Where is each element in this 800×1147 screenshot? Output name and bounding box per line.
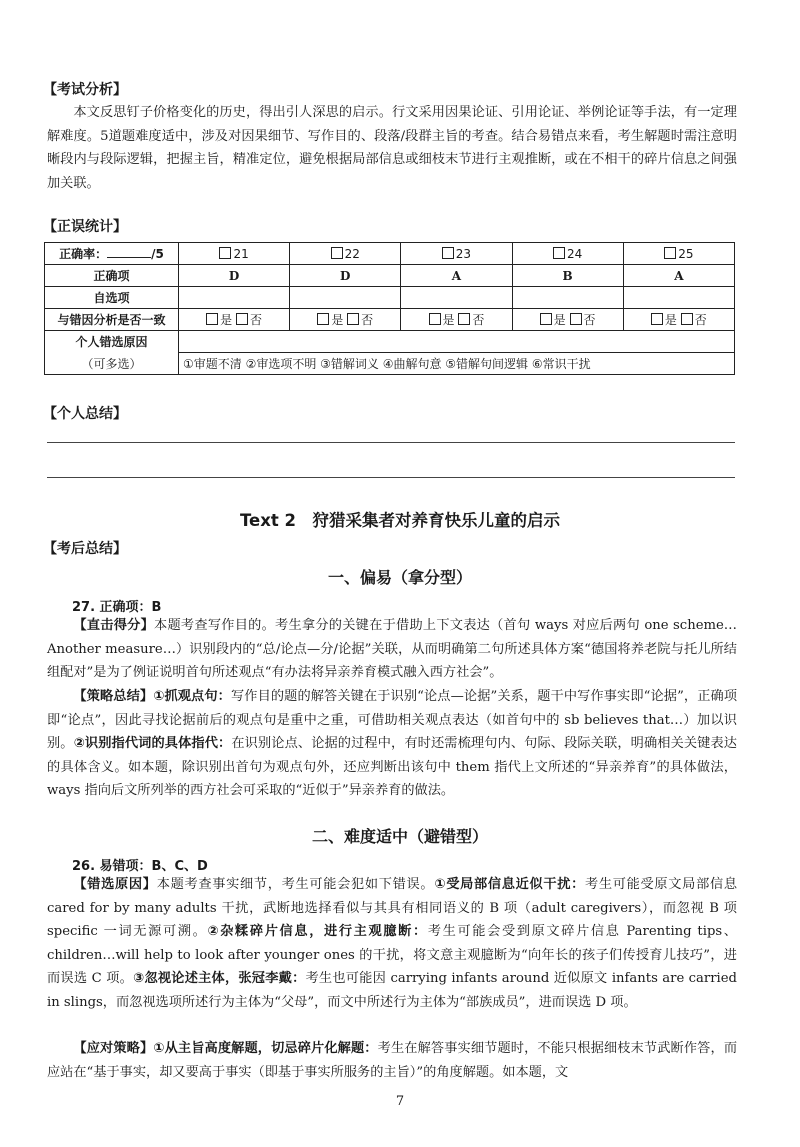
question-checkbox[interactable]: [442, 247, 454, 259]
summary-line[interactable]: [47, 442, 735, 443]
page-number: 7: [395, 1094, 405, 1109]
reason-point-2: ②杂糅碎片信息，进行主观臆断：: [207, 924, 428, 939]
reason-point-3: ③忽视论述主体，张冠李戴：: [133, 971, 306, 986]
correct-label: 正确项: [45, 265, 179, 287]
no-checkbox[interactable]: [458, 313, 470, 325]
stats-table: [44, 242, 735, 375]
yes-checkbox[interactable]: [429, 313, 441, 325]
question-number: 21: [233, 246, 249, 261]
table-row: [45, 309, 735, 331]
yes-label: 是: [664, 313, 677, 327]
q27-line: 27. 正确项：B: [72, 600, 162, 615]
summary-line[interactable]: [47, 477, 735, 478]
self-choice-cell[interactable]: [290, 287, 401, 309]
yes-checkbox[interactable]: [317, 313, 329, 325]
yes-checkbox[interactable]: [651, 313, 663, 325]
no-checkbox[interactable]: [681, 313, 693, 325]
self-choice-cell[interactable]: [179, 287, 290, 309]
section-title-exam-analysis: 【考试分析】: [43, 82, 127, 98]
reason-text-1: 考生可能受原文局部信息 cared for by many adults 干扰，武断地选择看似与其具有相同语义的 B 项（adult caregivers），而忽视 B 项 specific 一词无源可溯。: [47, 877, 738, 939]
table-row: [45, 331, 735, 353]
reason-options[interactable]: ①审题不清 ②审选项不明 ③错解词义 ④曲解句意 ⑤错解句间逻辑 ⑥常识干扰: [179, 353, 735, 375]
section-title-summary: 【个人总结】: [43, 406, 127, 422]
self-choice-label: 自选项: [45, 287, 179, 309]
question-number: 23: [455, 246, 472, 261]
consistency-cell: [401, 309, 512, 331]
yes-label: 是: [553, 313, 566, 327]
no-checkbox[interactable]: [570, 313, 582, 325]
consistency-cell: [623, 309, 734, 331]
question-header: [623, 243, 734, 265]
consistency-cell: [290, 309, 401, 331]
table-row: [45, 353, 735, 375]
accuracy-cell: [45, 243, 179, 265]
table-row: [45, 265, 735, 287]
q27-paragraph-2: [47, 685, 737, 803]
no-label: 否: [250, 313, 263, 327]
question-header: [179, 243, 290, 265]
yes-label: 是: [220, 313, 233, 327]
label-coping-strategy: 【应对策略】: [73, 1041, 154, 1056]
coping-point-1: ①从主旨高度解题，切忌碎片化解题：: [153, 1041, 378, 1056]
strategy-point-1: ①抓观点句：: [153, 689, 231, 704]
correct-answer: A: [623, 265, 734, 287]
question-header: [401, 243, 512, 265]
reason-text-3: 考生也可能因 carrying infants around 近似原文 infants are carried in slings，而忽视选项所述行为主体为“父母”，而文中所述行为主体为“部族成员”，进而误选 D 项。: [47, 971, 737, 1010]
table-row: [45, 287, 735, 309]
yes-label: 是: [331, 313, 344, 327]
question-number: 22: [344, 246, 360, 261]
section-title-post-exam: 【考后总结】: [43, 541, 127, 557]
coping-text-1: 考生在解答事实细节题时，不能只根据细枝末节武断作答，而应站在“基于事实，却又要高于事实（即基于事实所服务的主旨）”的角度解题。如本题，文: [47, 1041, 738, 1080]
q26-line: 26. 易错项：B、C、D: [72, 859, 208, 874]
reason-blank[interactable]: [179, 331, 735, 353]
label-direct-score: 【直击得分】: [73, 618, 155, 633]
correct-answer: D: [290, 265, 401, 287]
question-header: [512, 243, 623, 265]
question-checkbox[interactable]: [331, 247, 343, 259]
reason-point-1: ①受局部信息近似干扰：: [434, 877, 586, 892]
no-label: 否: [583, 313, 596, 327]
question-number: 25: [678, 246, 694, 261]
consistency-cell: [512, 309, 623, 331]
table-row: [45, 243, 735, 265]
correct-answer: D: [179, 265, 290, 287]
yes-checkbox[interactable]: [206, 313, 218, 325]
section-title-stats: 【正误统计】: [43, 219, 127, 235]
consistency-cell: [179, 309, 290, 331]
strategy-text-1: 写作目的题的解答关键在于识别“论点—论据”关系，题干中写作事实即“论据”，正确项即“论点”，因此寻找论据前后的观点句是重中之重，可借助相关观点表达（如首句中的 sb believes that…）加以识别。: [47, 689, 738, 751]
q27-p1-text: 本题考查写作目的。考生拿分的关键在于借助上下文表达（首句 ways 对应后两句 one scheme…Another measure…）识别段内的“总/论点—分/论据”关联，从而明确第二句所述具体方案“德国将养老院与托儿所结组配对”是为了例证说明首句所述观点“有办法将异亲养育模式融入西方社会”。: [47, 618, 737, 680]
question-checkbox[interactable]: [664, 247, 676, 259]
accuracy-blank[interactable]: [107, 247, 151, 258]
yes-label: 是: [442, 313, 455, 327]
correct-answer: B: [512, 265, 623, 287]
exam-analysis-body: 本文反思钉子价格变化的历史，得出引人深思的启示。行文采用因果论证、引用论证、举例论证等手法，有一定理解难度。5道题难度适中，涉及对因果细节、写作目的、段落/段群主旨的考查。结合易错点来看，考生解题时需注意明晰段内与段际逻辑，把握主旨，精准定位，避免根据局部信息或细枝末节进行主观推断，或在不相干的碎片信息之间强加关联。: [47, 105, 737, 191]
yes-checkbox[interactable]: [540, 313, 552, 325]
label-wrong-reason: 【错选原因】: [73, 877, 157, 892]
consistency-label: 与错因分析是否一致: [45, 309, 179, 331]
no-label: 否: [472, 313, 485, 327]
label-strategy-summary: 【策略总结】: [73, 689, 154, 704]
question-number: 24: [566, 246, 583, 261]
strategy-point-2: ②识别指代词的具体指代：: [73, 736, 232, 751]
accuracy-label: 正确率：: [59, 247, 108, 261]
accuracy-suffix: /5: [151, 247, 164, 261]
self-choice-cell[interactable]: [623, 287, 734, 309]
q26-paragraph-2: [47, 1037, 737, 1084]
no-checkbox[interactable]: [236, 313, 248, 325]
correct-answer: A: [401, 265, 512, 287]
q26-p1-text-0: 本题考查事实细节，考生可能会犯如下错误。: [156, 877, 435, 892]
heading-medium: 二、难度适中（避错型）: [311, 827, 488, 846]
heading-easy: 一、偏易（拿分型）: [327, 568, 472, 587]
self-choice-cell[interactable]: [401, 287, 512, 309]
text2-title: Text 2 狩猎采集者对养育快乐儿童的启示: [239, 511, 560, 530]
question-header: [290, 243, 401, 265]
q26-paragraph-1: [47, 873, 737, 1014]
self-choice-cell[interactable]: [512, 287, 623, 309]
reason-text-2: 考生可能会受到原文碎片信息 Parenting tips、children…will help to look after younger ones 的干扰，将文意主观臆断为“向年长的孩子们传授育儿技巧”，进而误选 C 项。: [47, 924, 737, 986]
question-checkbox[interactable]: [553, 247, 565, 259]
q27-paragraph-1: [47, 614, 737, 685]
question-checkbox[interactable]: [219, 247, 231, 259]
reason-note: （可多选）: [45, 353, 179, 375]
no-checkbox[interactable]: [347, 313, 359, 325]
no-label: 否: [361, 313, 374, 327]
no-label: 否: [694, 313, 707, 327]
reason-label: 个人错选原因: [45, 331, 179, 353]
strategy-text-2: 在识别论点、论据的过程中，有时还需梳理句内、句际、段际关联，明确相关关键表达的具体含义。如本题，除识别出首句为观点句外，还应判断出该句中 them 指代上文所述的“异亲养育”的具体做法，ways 指向后文所列举的西方社会可采取的“近似于”异亲养育的做法。: [47, 736, 737, 798]
